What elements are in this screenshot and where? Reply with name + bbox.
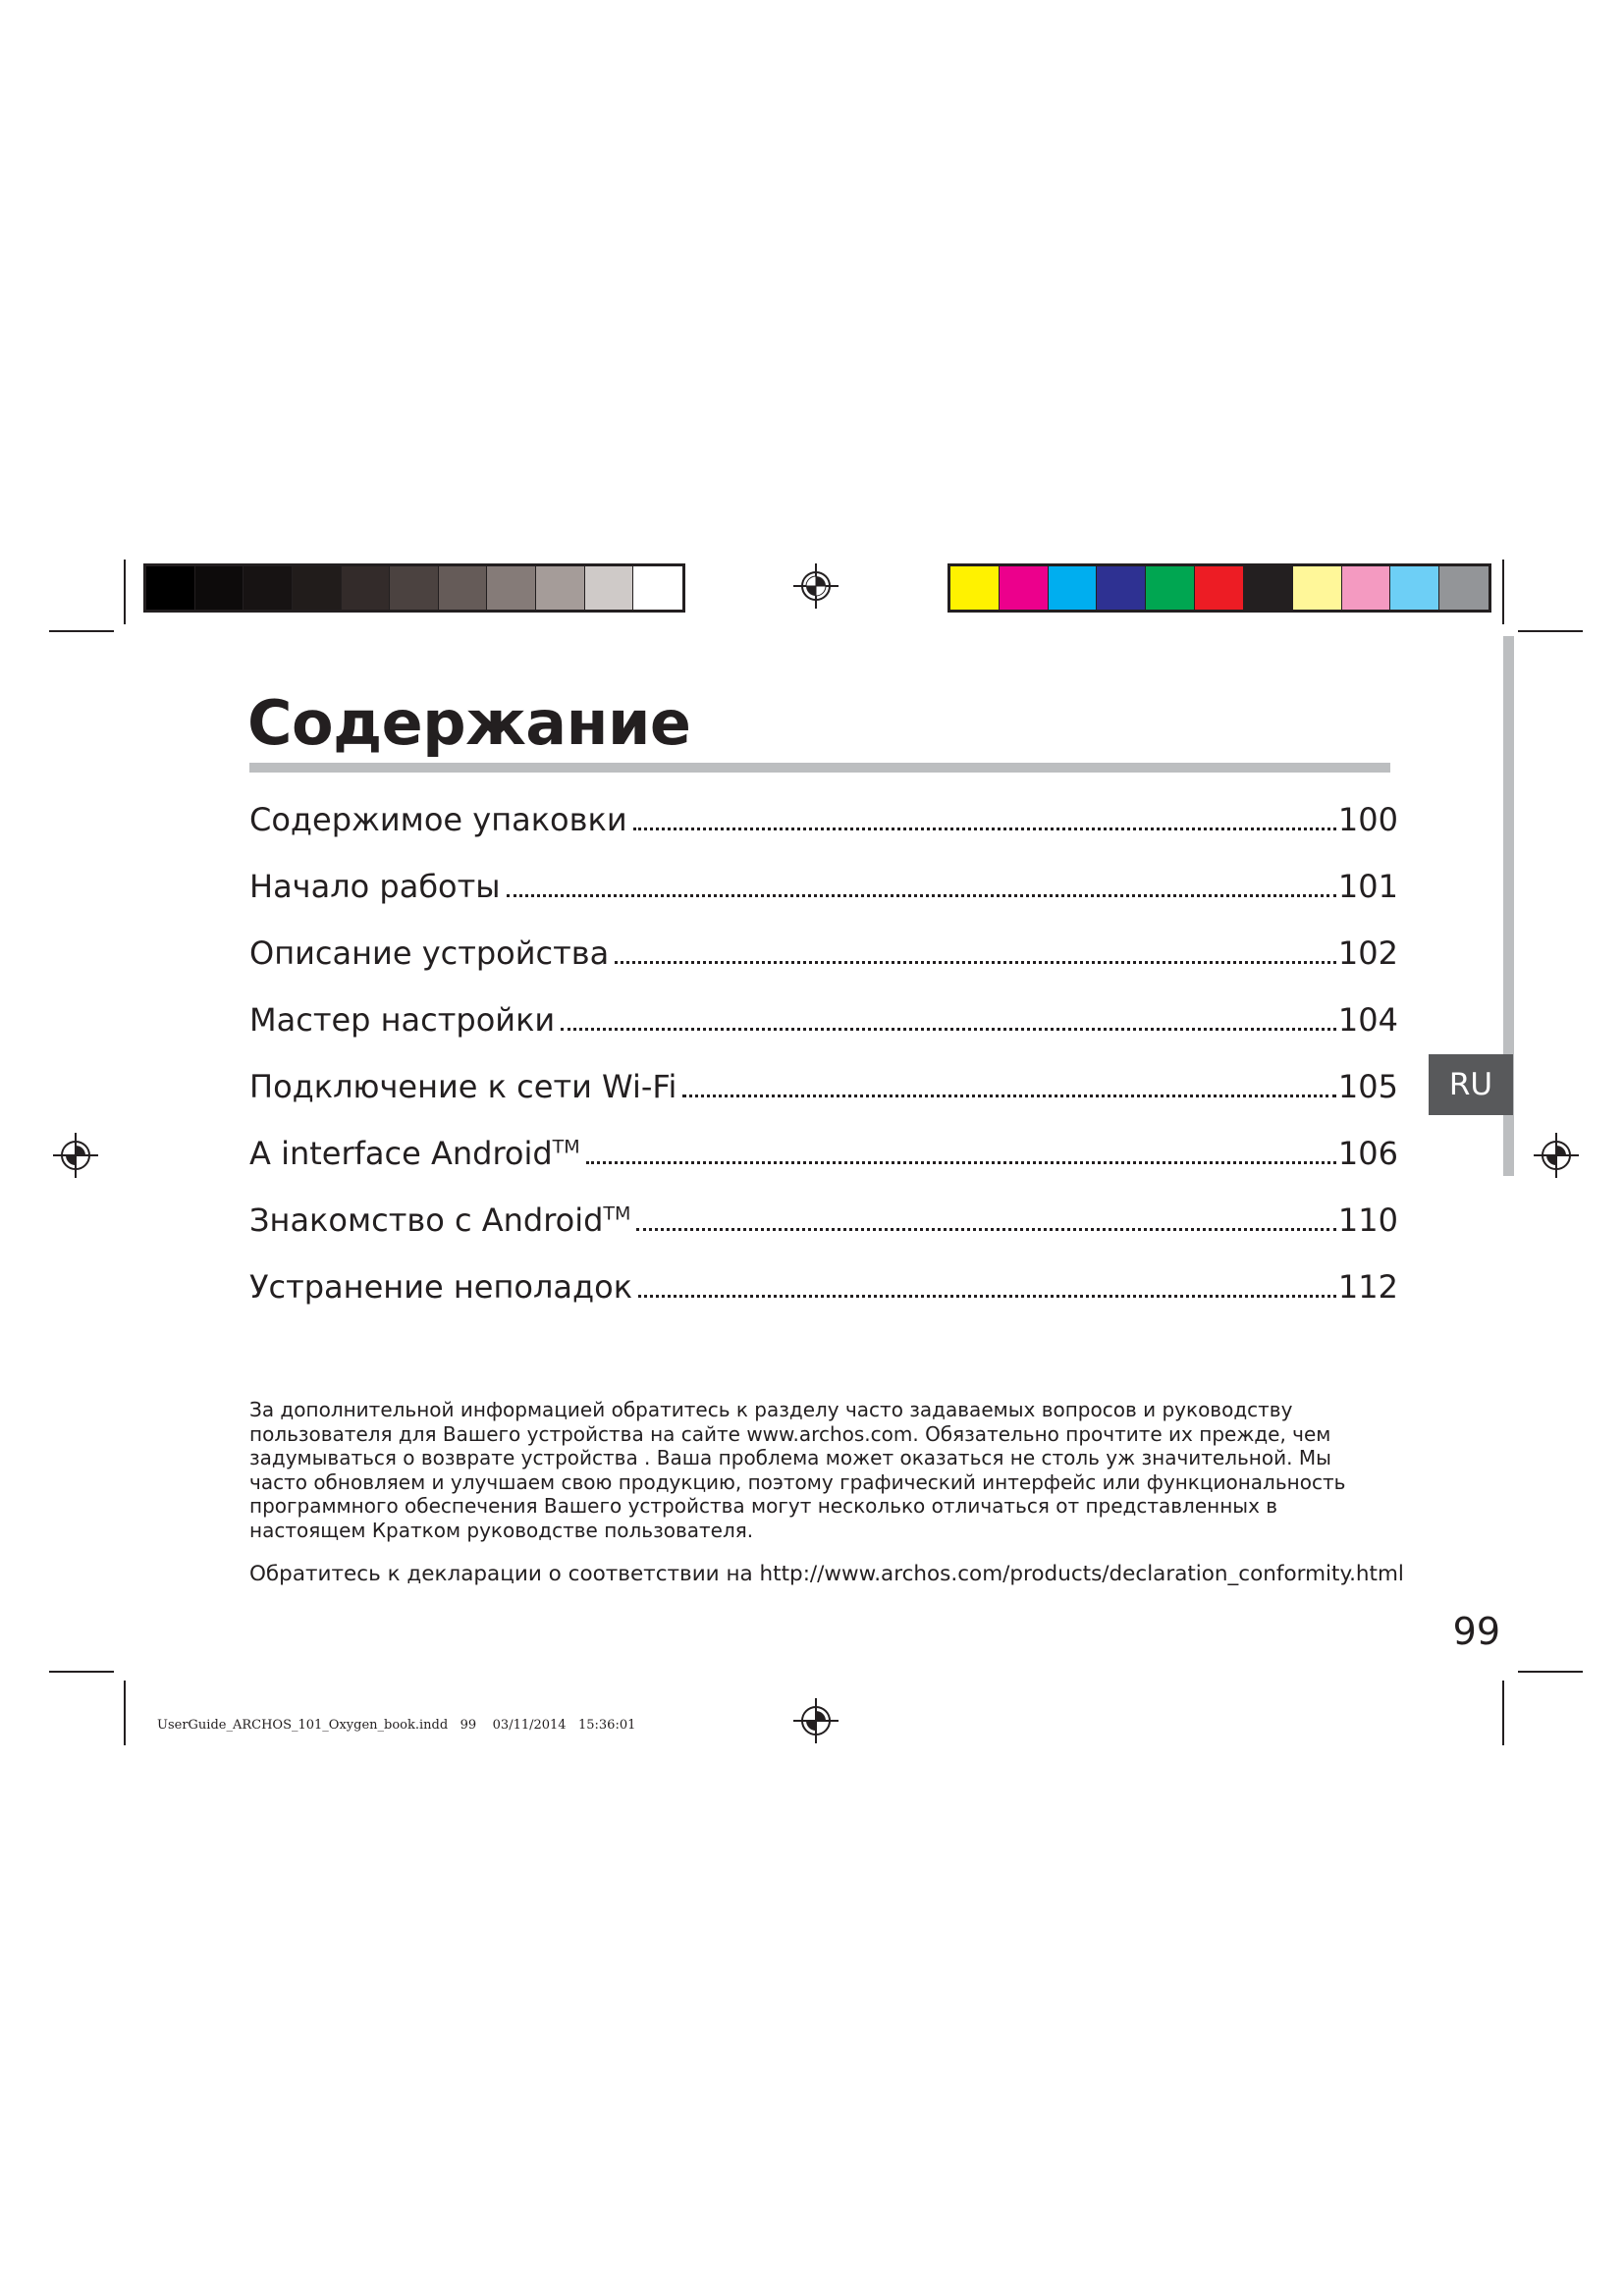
toc-leader-dots [636,1228,1336,1231]
toc-entry-text: Мастер настройки [249,1001,556,1039]
page-title: Содержание [247,687,691,759]
color-swatch [950,566,1000,610]
toc-entry[interactable] [249,1268,1398,1335]
toc-entry-text: Описание устройства [249,934,610,972]
toc-entry[interactable] [249,1135,1398,1201]
color-swatch [1049,566,1098,610]
color-swatch [244,566,293,610]
registration-mark-icon [793,1698,839,1743]
toc-page-number: 102 [1337,934,1398,972]
trademark-sup: TM [552,1136,580,1158]
table-of-contents [249,801,1398,1335]
toc-leader-dots [682,1095,1336,1097]
toc-leader-dots [615,961,1336,964]
color-swatch [1000,566,1049,610]
toc-page-number: 104 [1337,1001,1398,1039]
color-swatch [633,566,682,610]
toc-entry-label [249,1135,580,1172]
color-swatch [1146,566,1195,610]
color-swatch [487,566,536,610]
crop-mark [1518,1671,1583,1673]
crop-mark [124,1681,126,1745]
toc-leader-dots [586,1161,1336,1164]
toc-page-number: 110 [1337,1201,1398,1239]
toc-page-number: 112 [1337,1268,1398,1306]
color-swatch [1390,566,1439,610]
toc-entry[interactable] [249,1201,1398,1268]
color-swatch [293,566,342,610]
color-swatch [585,566,634,610]
toc-leader-dots [633,828,1336,830]
toc-entry-label [249,868,501,905]
color-swatch [390,566,439,610]
toc-page-number: 106 [1337,1135,1398,1172]
crop-mark [49,1671,114,1673]
toc-page-number: 100 [1337,801,1398,838]
page-number: 99 [1452,1610,1500,1653]
toc-entry-text: Начало работы [249,868,501,905]
toc-entry[interactable] [249,934,1398,1001]
toc-entry-text: Подключение к сети Wi-Fi [249,1068,677,1105]
toc-leader-dots [561,1028,1336,1031]
print-slug: UserGuide_ARCHOS_101_Oxygen_book.indd 99 03/11/2014 15:36:01 [157,1718,636,1733]
color-swatch [342,566,391,610]
crop-mark [124,560,126,624]
toc-leader-dots [507,894,1336,897]
color-swatch [1244,566,1293,610]
registration-mark-icon [1534,1133,1579,1178]
toc-entry-text: Содержимое упаковки [249,801,627,838]
toc-page-number: 101 [1337,868,1398,905]
toc-entry[interactable] [249,1001,1398,1068]
crop-mark [1502,1681,1504,1745]
toc-entry-text: Знакомство с Android [249,1201,604,1239]
grayscale-calibration-bar [143,563,685,613]
toc-entry-label [249,1268,632,1306]
color-swatch [146,566,195,610]
crop-mark [1502,560,1504,624]
toc-entry-text: A interface Android [249,1135,553,1172]
title-underline [249,763,1390,773]
trademark-sup: TM [603,1202,631,1225]
toc-entry[interactable] [249,801,1398,868]
toc-entry-label [249,934,609,972]
color-calibration-bar [947,563,1491,613]
toc-entry[interactable] [249,1068,1398,1135]
language-tab: RU [1429,1054,1513,1115]
crop-mark [49,630,114,632]
color-swatch [1293,566,1342,610]
toc-leader-dots [638,1295,1336,1298]
registration-mark-icon [793,563,839,609]
color-swatch [536,566,585,610]
declaration-note: Обратитесь к декларации о соответствии на http://www.archos.com/products/declaration_conformity.html [249,1562,1404,1586]
info-note: За дополнительной информацией обратитесь к разделу часто задаваемых вопросов и руководству пользователя для Вашего устройства на сайте www.archos.com. Обязательно прочтите их прежде, чем задумываться о возврате устройства . Ваша проблема может оказаться не столь уж значительной. Мы часто обновляем и улучшаем свою продукцию, поэтому графический интерфейс или функциональность программного обеспечения Вашего устройства могут несколько отличаться от представленных в настоящем Кратком руководстве пользователя. [249,1398,1346,1542]
toc-entry-text: Устранение неполадок [249,1268,633,1306]
toc-entry-label [249,1001,555,1039]
toc-entry-label [249,1068,677,1105]
toc-entry-label [249,1201,630,1239]
color-swatch [1439,566,1489,610]
toc-entry-label [249,801,627,838]
color-swatch [439,566,488,610]
color-swatch [1097,566,1146,610]
color-swatch [1342,566,1391,610]
toc-page-number: 105 [1337,1068,1398,1105]
registration-mark-icon [53,1133,98,1178]
color-swatch [195,566,244,610]
crop-mark [1518,630,1583,632]
toc-entry[interactable] [249,868,1398,934]
color-swatch [1195,566,1244,610]
